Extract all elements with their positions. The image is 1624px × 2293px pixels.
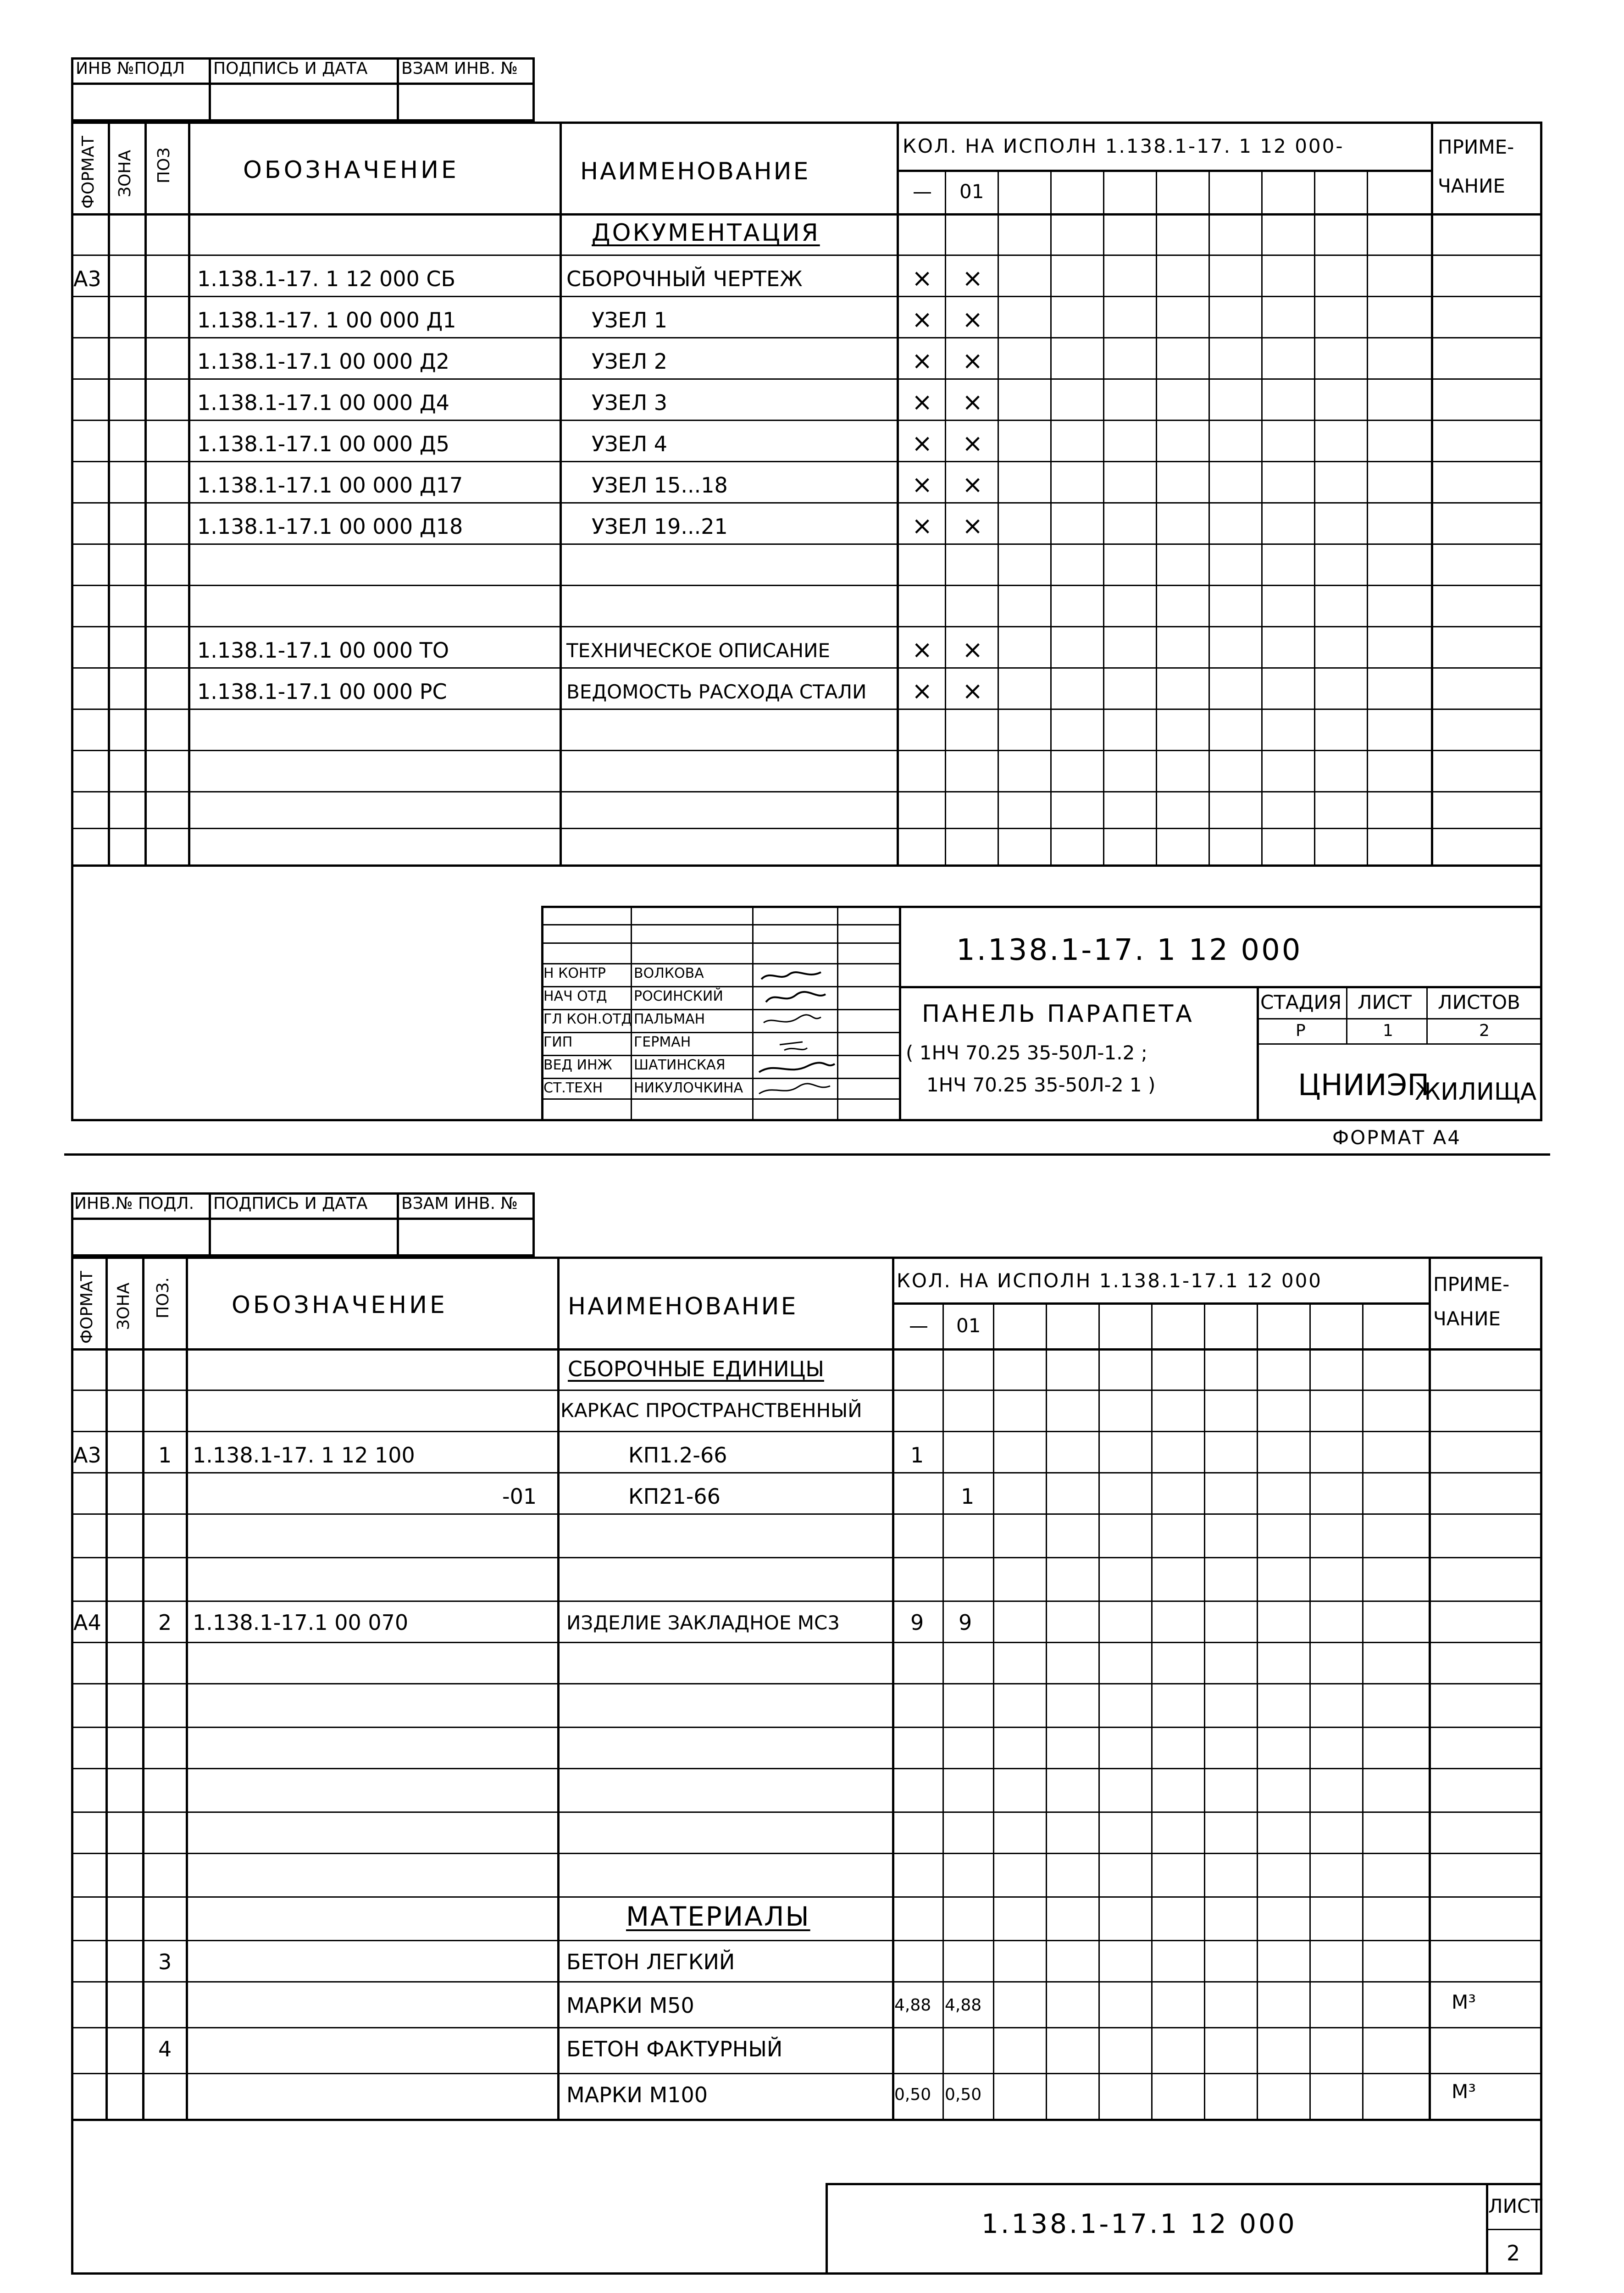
row-name: УЗЕЛ 15...18 xyxy=(592,473,728,498)
role-name: НИКУЛОЧКИНА xyxy=(634,1080,743,1096)
header-format: ФОРМАТ xyxy=(78,1271,96,1344)
row-qty-2: × xyxy=(962,511,983,540)
row-designation: 1.138.1-17.1 00 000 Д4 xyxy=(197,390,450,415)
row-qty-1: × xyxy=(912,346,933,375)
header-qty: КОЛ. НА ИСПОЛН 1.138.1-17.1 12 000 xyxy=(897,1269,1323,1292)
row-qty-1: × xyxy=(912,305,933,334)
row-qty-1: × xyxy=(912,388,933,416)
row-designation: 1.138.1-17. 1 00 000 Д1 xyxy=(197,308,456,332)
row-format: А3 xyxy=(73,1443,101,1468)
row-name: УЗЕЛ 2 xyxy=(592,349,668,374)
header-note-2: ЧАНИЕ xyxy=(1438,175,1506,197)
row-designation: 1.138.1-17.1 00 000 Д2 xyxy=(197,349,450,374)
row-designation: 1.138.1-17.1 00 000 Д18 xyxy=(197,514,463,539)
header-zone: ЗОНА xyxy=(116,150,134,197)
row-name: ТЕХНИЧЕСКОЕ ОПИСАНИЕ xyxy=(566,639,831,662)
stage-value: Р xyxy=(1296,1021,1306,1040)
sheet-value: 1 xyxy=(1383,1021,1393,1040)
footer-sheet-label: ЛИСТ xyxy=(1488,2195,1542,2217)
stamp-vzam: ВЗАМ ИНВ. № xyxy=(401,1194,518,1213)
section-units: СБОРОЧНЫЕ ЕДИНИЦЫ xyxy=(568,1357,824,1381)
org-text: ЖИЛИЩА xyxy=(1415,1078,1537,1106)
row-name: УЗЕЛ 19...21 xyxy=(592,514,728,539)
header-pos: ПОЗ xyxy=(155,147,173,183)
stamp-sign: ПОДПИСЬ И ДАТА xyxy=(213,1194,368,1213)
row-name: КП21-66 xyxy=(628,1484,721,1509)
row-pos: 3 xyxy=(158,1950,172,1974)
header-zone: ЗОНА xyxy=(114,1282,133,1330)
row-qty-2: 0,50 xyxy=(945,2085,982,2104)
title-subtitle-1: ( 1НЧ 70.25 35-50Л-1.2 ; xyxy=(906,1041,1147,1064)
signatures xyxy=(752,963,837,1101)
row-pos: 2 xyxy=(158,1610,172,1635)
row-qty-2: 9 xyxy=(959,1610,972,1635)
row-pos: 4 xyxy=(158,2037,172,2061)
stamp-inv: ИНВ.№ ПОДЛ. xyxy=(74,1194,194,1213)
row-designation: -01 xyxy=(502,1484,537,1509)
row-designation: 1.138.1-17.1 00 000 Д5 xyxy=(197,432,450,456)
header-name: НАИМЕНОВАНИЕ xyxy=(568,1293,798,1320)
header-pos: ПОЗ. xyxy=(154,1277,172,1318)
sheets-value: 2 xyxy=(1479,1021,1490,1040)
header-qty: КОЛ. НА ИСПОЛН 1.138.1-17. 1 12 000- xyxy=(903,135,1344,157)
row-pos: 1 xyxy=(158,1443,172,1468)
row-name: СБОРОЧНЫЙ ЧЕРТЕЖ xyxy=(566,266,803,291)
row-qty-2: 4,88 xyxy=(945,1996,982,2015)
header-col-01: 01 xyxy=(956,1314,981,1337)
row-format: А3 xyxy=(73,266,101,291)
row-qty-1: × xyxy=(912,429,933,458)
role-name: ВОЛКОВА xyxy=(634,965,704,981)
stamp-sign: ПОДПИСЬ И ДАТА xyxy=(213,59,368,78)
row-designation: 1.138.1-17. 1 12 100 xyxy=(193,1443,415,1468)
header-format: ФОРМАТ xyxy=(79,136,98,209)
title-subtitle-2: 1НЧ 70.25 35-50Л-2 1 ) xyxy=(926,1074,1156,1096)
header-designation: ОБОЗНАЧЕНИЕ xyxy=(232,1291,448,1319)
footer-code: 1.138.1-17.1 12 000 xyxy=(981,2208,1297,2239)
role-name: РОСИНСКИЙ xyxy=(634,988,723,1004)
row-note: М³ xyxy=(1452,1991,1476,2013)
section-docs: ДОКУМЕНТАЦИЯ xyxy=(592,219,820,247)
row-qty-1: × xyxy=(912,511,933,540)
role-label: СТ.ТЕХН xyxy=(543,1080,603,1096)
row-name: ВЕДОМОСТЬ РАСХОДА СТАЛИ xyxy=(566,681,867,703)
row-name: МАРКИ М100 xyxy=(566,2083,708,2107)
role-label: Н КОНТР xyxy=(543,965,606,981)
row-qty-1: 1 xyxy=(910,1443,924,1468)
row-qty-1: × xyxy=(912,264,933,293)
row-name: УЗЕЛ 4 xyxy=(592,432,668,456)
row-qty-2: × xyxy=(962,676,983,705)
stamp-inv: ИНВ №ПОДЛ xyxy=(76,59,185,78)
header-col-01: 01 xyxy=(959,180,984,203)
role-label: ГИП xyxy=(543,1034,573,1050)
role-name: ПАЛЬМАН xyxy=(634,1011,705,1027)
row-designation: 1.138.1-17.1 00 000 РС xyxy=(197,679,447,704)
row-qty-2: 1 xyxy=(961,1484,975,1509)
row-designation: 1.138.1-17. 1 12 000 СБ xyxy=(197,266,456,291)
row-designation: 1.138.1-17.1 00 000 Д17 xyxy=(197,473,463,498)
row-designation: 1.138.1-17.1 00 070 xyxy=(193,1610,409,1635)
row-note: М³ xyxy=(1452,2080,1476,2103)
sheet-label: ЛИСТ xyxy=(1358,991,1412,1014)
sheets-label: ЛИСТОВ xyxy=(1438,991,1520,1014)
stamp-vzam: ВЗАМ ИНВ. № xyxy=(401,59,518,78)
row-format: А4 xyxy=(73,1610,101,1635)
org-logo: ЦНИИЭП xyxy=(1298,1069,1430,1102)
role-name: ШАТИНСКАЯ xyxy=(634,1057,726,1073)
header-col-dash: — xyxy=(909,1314,928,1337)
row-qty-1: × xyxy=(912,470,933,499)
row-name: УЗЕЛ 1 xyxy=(592,308,668,332)
title-code: 1.138.1-17. 1 12 000 xyxy=(956,933,1303,967)
row-qty-2: × xyxy=(962,305,983,334)
row-name: БЕТОН ФАКТУРНЫЙ xyxy=(566,2037,783,2061)
row-name: УЗЕЛ 3 xyxy=(592,390,668,415)
row-qty-1: × xyxy=(912,635,933,664)
header-designation: ОБОЗНАЧЕНИЕ xyxy=(243,156,459,184)
row-name: БЕТОН ЛЕГКИЙ xyxy=(566,1950,735,1974)
section-frame: КАРКАС ПРОСТРАНСТВЕННЫЙ xyxy=(560,1399,862,1422)
row-name: МАРКИ М50 xyxy=(566,1993,694,2018)
header-note-2: ЧАНИЕ xyxy=(1433,1307,1501,1330)
sheet-separator xyxy=(64,1153,1550,1156)
header-col-dash: — xyxy=(913,180,932,203)
row-qty-2: × xyxy=(962,388,983,416)
row-qty-2: × xyxy=(962,470,983,499)
row-qty-2: × xyxy=(962,346,983,375)
row-qty-2: × xyxy=(962,264,983,293)
role-label: ГЛ КОН.ОТД xyxy=(543,1011,632,1027)
row-qty-1: 0,50 xyxy=(894,2085,931,2104)
header-note-1: ПРИМЕ- xyxy=(1433,1273,1510,1296)
role-name: ГЕРМАН xyxy=(634,1034,691,1050)
role-label: НАЧ ОТД xyxy=(543,988,607,1004)
row-qty-1: × xyxy=(912,676,933,705)
row-designation: 1.138.1-17.1 00 000 ТО xyxy=(197,638,449,663)
title-name: ПАНЕЛЬ ПАРАПЕТА xyxy=(922,1000,1194,1028)
row-qty-1: 4,88 xyxy=(894,1996,931,2015)
header-note-1: ПРИМЕ- xyxy=(1438,136,1514,158)
stage-label: СТАДИЯ xyxy=(1260,991,1342,1014)
format-label: ФОРМАТ А4 xyxy=(1332,1126,1461,1149)
footer-sheet: 2 xyxy=(1507,2241,1520,2265)
row-qty-2: × xyxy=(962,429,983,458)
header-name: НАИМЕНОВАНИЕ xyxy=(580,158,810,185)
row-qty-2: × xyxy=(962,635,983,664)
section-materials: МАТЕРИАЛЫ xyxy=(626,1901,810,1932)
row-name: КП1.2-66 xyxy=(628,1443,727,1468)
role-label: ВЕД ИНЖ xyxy=(543,1057,612,1073)
row-name: ИЗДЕЛИЕ ЗАКЛАДНОЕ МС3 xyxy=(566,1612,840,1634)
row-qty-1: 9 xyxy=(910,1610,924,1635)
